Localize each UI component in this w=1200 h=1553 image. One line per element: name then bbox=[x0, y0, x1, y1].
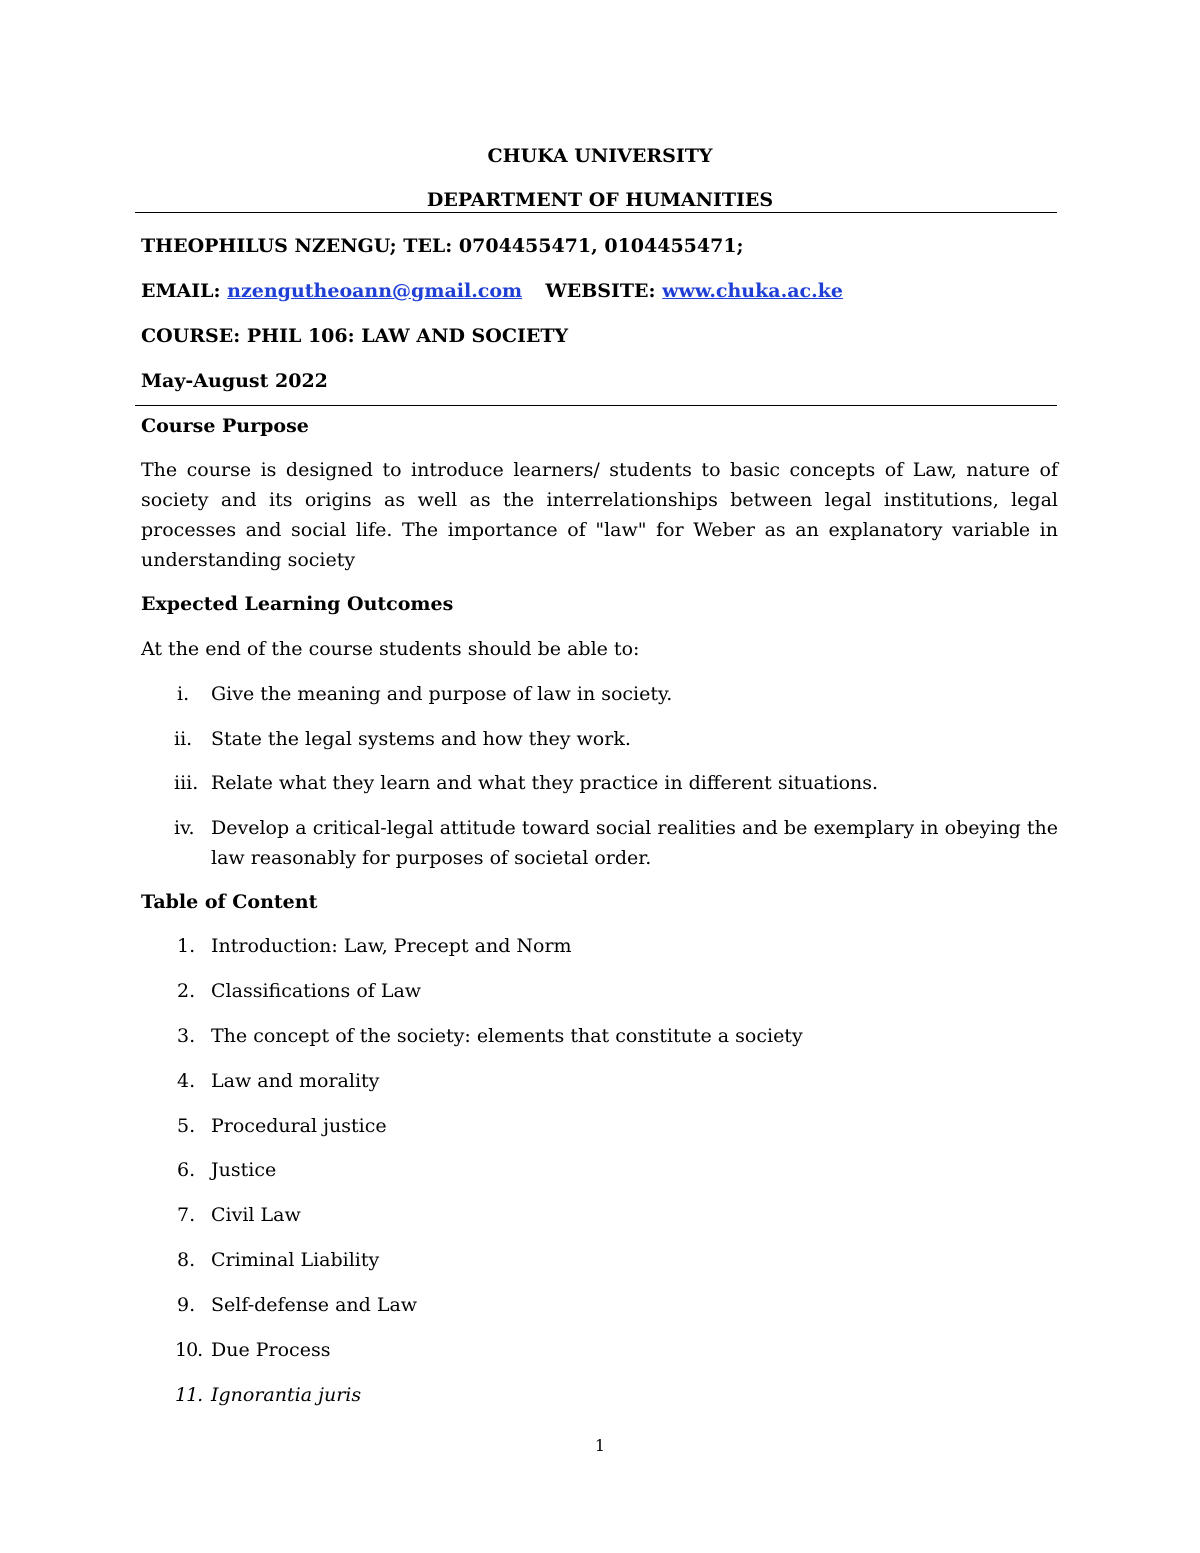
website-link[interactable]: www.chuka.ac.ke bbox=[662, 280, 843, 302]
toc-marker: 7. bbox=[177, 1204, 196, 1226]
contact-line: THEOPHILUS NZENGU; TEL: 0704455471, 0104455471; bbox=[141, 235, 744, 257]
page-number: 1 bbox=[594, 1436, 606, 1455]
outcome-marker: iv. bbox=[174, 817, 195, 839]
course-title: COURSE: PHIL 106: LAW AND SOCIETY bbox=[141, 325, 569, 347]
toc-item: Justice bbox=[211, 1159, 277, 1181]
website-label: WEBSITE: bbox=[545, 280, 656, 302]
email-website-line bbox=[141, 280, 843, 302]
toc-item: Self-defense and Law bbox=[211, 1294, 418, 1316]
term-divider bbox=[135, 405, 1057, 406]
toc-marker: 1. bbox=[177, 935, 196, 957]
toc-item: Civil Law bbox=[211, 1204, 301, 1226]
toc-marker: 9. bbox=[177, 1294, 196, 1316]
toc-item: Procedural justice bbox=[211, 1115, 387, 1137]
toc-marker: 8. bbox=[177, 1249, 196, 1271]
outcome-marker: ii. bbox=[174, 728, 193, 750]
outcome-item: Give the meaning and purpose of law in society. bbox=[211, 683, 673, 705]
toc-marker: 5. bbox=[177, 1115, 196, 1137]
outcome-item: State the legal systems and how they work. bbox=[211, 728, 631, 750]
course-purpose-heading: Course Purpose bbox=[141, 415, 309, 437]
outcome-marker: i. bbox=[177, 683, 190, 705]
outcome-marker: iii. bbox=[174, 772, 199, 794]
toc-marker: 3. bbox=[177, 1025, 196, 1047]
learning-outcomes-heading: Expected Learning Outcomes bbox=[141, 593, 454, 615]
toc-marker: 6. bbox=[177, 1159, 196, 1181]
toc-marker: 2. bbox=[177, 980, 196, 1002]
toc-marker: 11. bbox=[175, 1384, 203, 1406]
toc-item: Criminal Liability bbox=[211, 1249, 380, 1271]
department-name: DEPARTMENT OF HUMANITIES bbox=[426, 189, 774, 211]
toc-item: Introduction: Law, Precept and Norm bbox=[211, 935, 572, 957]
toc-item: Classifications of Law bbox=[211, 980, 422, 1002]
table-of-content-heading: Table of Content bbox=[141, 891, 318, 913]
outcome-item: Relate what they learn and what they practice in different situations. bbox=[211, 772, 879, 794]
toc-marker: 10. bbox=[175, 1339, 203, 1361]
toc-item: Due Process bbox=[211, 1339, 331, 1361]
toc-item: Ignorantia juris bbox=[211, 1384, 362, 1406]
university-name: CHUKA UNIVERSITY bbox=[487, 145, 713, 167]
course-term: May-August 2022 bbox=[141, 370, 328, 392]
email-label: EMAIL: bbox=[141, 280, 221, 302]
header-divider bbox=[135, 212, 1057, 213]
course-purpose-text: The course is designed to introduce learners/ students to basic concepts of Law, nature of society and its origins as well as the interrelationships between legal institutions, legal processes and social life. The importance of "law" for Weber as an explanatory variable in understanding society bbox=[141, 459, 1058, 571]
learning-outcomes-intro: At the end of the course students should be able to: bbox=[141, 638, 640, 660]
outcome-item: Develop a critical-legal attitude toward social realities and be exemplary in obeying the law reasonably for purposes of societal order. bbox=[211, 817, 1058, 869]
email-link[interactable]: nzengutheoann@gmail.com bbox=[227, 280, 523, 302]
toc-item: The concept of the society: elements that constitute a society bbox=[211, 1025, 803, 1047]
toc-item: Law and morality bbox=[211, 1070, 380, 1092]
toc-marker: 4. bbox=[177, 1070, 196, 1092]
